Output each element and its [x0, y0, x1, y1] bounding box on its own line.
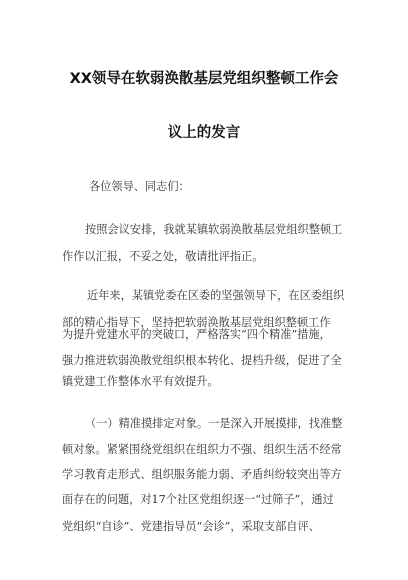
document-title-line-2: 议上的发言	[167, 125, 241, 141]
salutation: 各位领导、同志们：	[89, 180, 190, 193]
paragraph-3-line-3: 学习教育走形式、组织服务能力弱、矛盾纠纷较突出等方	[62, 468, 342, 481]
paragraph-3-line-4: 面存在的问题，对17个社区党组织逐一“过筛子”，通过	[62, 493, 334, 506]
paragraph-1-line-1: 按照会议安排，我就某镇软弱涣散基层党组织整顿工	[85, 223, 343, 236]
paragraph-3-line-1: （一）精准摸排定对象。一是深入开展摸排，找准整	[85, 417, 343, 430]
paragraph-2-line-1: 近年来，某镇党委在区委的坚强领导下，在区委组织	[87, 289, 345, 302]
paragraph-1-line-2: 作作以汇报，不妥之处，敬请批评指正。	[62, 250, 264, 263]
paragraph-2-line-5: 镇党建工作整体水平有效提升。	[62, 375, 219, 388]
paragraph-2-line-2: 部的精心指导下，坚持把软弱涣散基层党组织整顿工作	[62, 316, 331, 329]
paragraph-3-line-2: 顿对象。紧紧围绕党组织在组织力不强、组织生活不经常	[62, 443, 342, 456]
paragraph-2-line-4: 强力推进软弱涣散党组织根本转化、提档升级，促进了全	[62, 354, 342, 367]
paragraph-3-line-5: 党组织“自诊”、党建指导员“会诊”，采取支部自评、	[62, 520, 320, 533]
paragraph-2-line-3: 为提升党建水平的突破口，严格落实“四个精准”措施，	[62, 328, 331, 341]
document-title-line-1: XX领导在软弱涣散基层党组织整顿工作会	[69, 71, 339, 87]
